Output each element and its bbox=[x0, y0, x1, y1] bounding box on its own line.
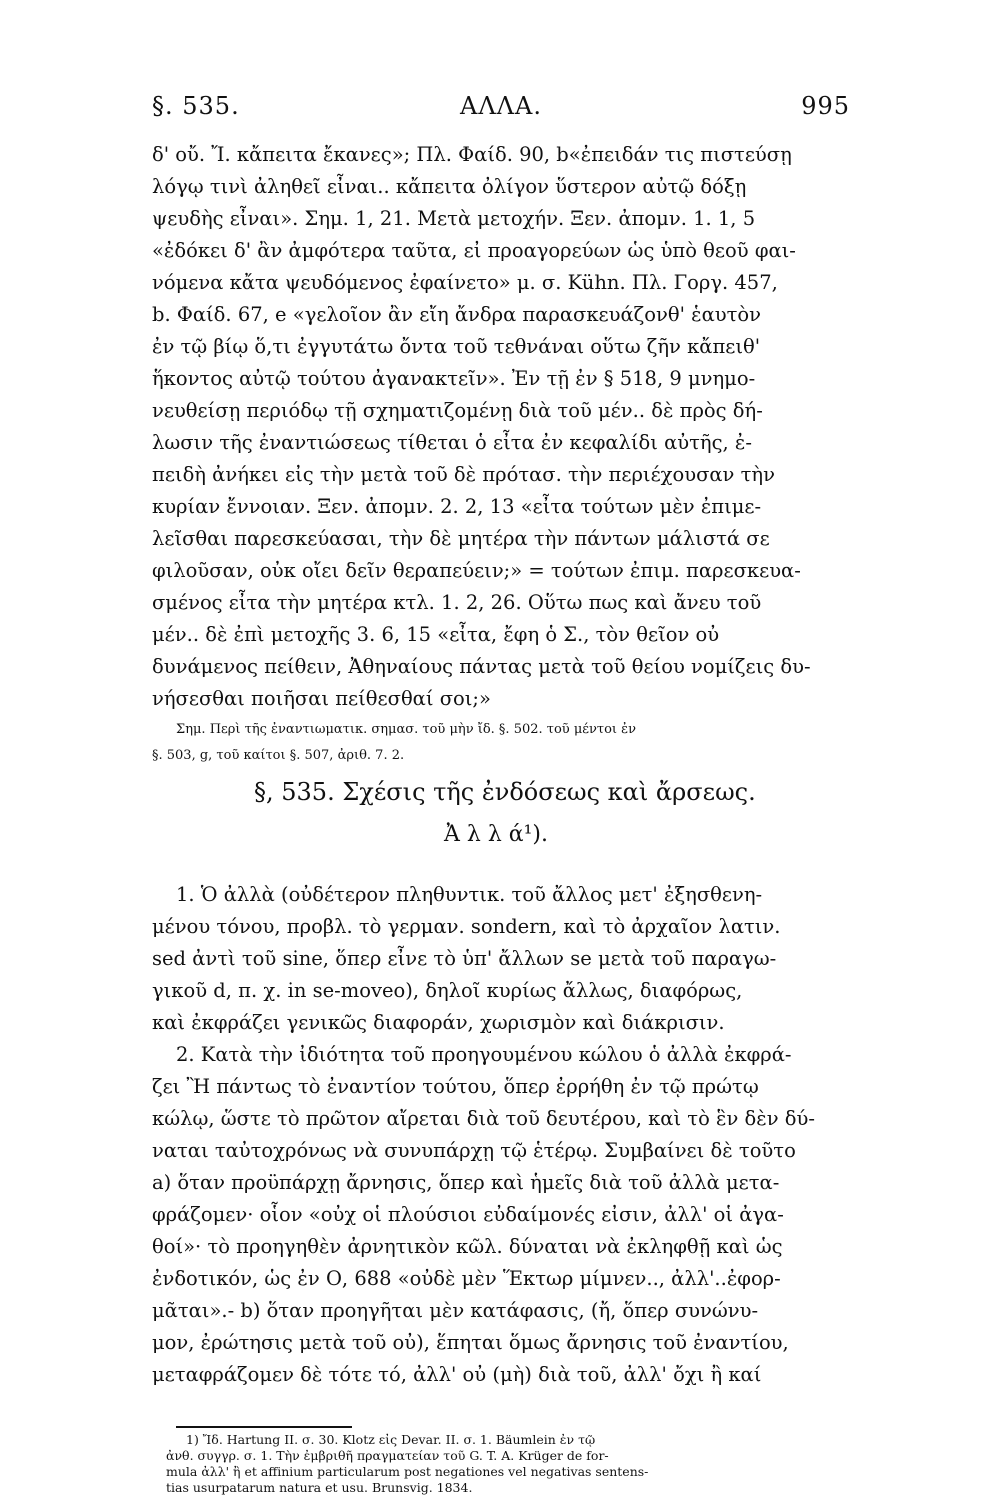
page-number: 995 bbox=[801, 92, 850, 120]
note-line: Σημ. Περὶ τῆς ἐναντιωματικ. σημασ. τοῦ μὴν ἴδ. §. 502. τοῦ μέντοι ἐν bbox=[176, 722, 637, 737]
text-line: μεταφράζομεν δὲ τότε τό, ἀλλ' οὐ (μὴ) διὰ τοῦ, ἀλλ' ὄχι ἢ καί bbox=[152, 1363, 762, 1386]
text-line: γικοῦ d, π. χ. in se-moveo), δηλοῖ κυρίως ἄλλως, διαφόρως, bbox=[152, 979, 743, 1002]
text-line: μᾶται».- b) ὅταν προηγῆται μὲν κατάφασις, (ἤ, ὅπερ συνώνυ- bbox=[152, 1299, 759, 1322]
note-line: §. 503, g, τοῦ καίτοι §. 507, ἀριθ. 7. 2. bbox=[152, 748, 405, 763]
text-line: ἐνδοτικόν, ὡς ἐν Ο, 688 «οὐδὲ μὲν Ἕκτωρ μίμνεν.., ἀλλ'..ἐφορ- bbox=[152, 1267, 781, 1290]
text-line: λόγῳ τινὶ ἀληθεῖ εἶναι.. κἄπειτα ὀλίγον ὕστερον αὐτῷ δόξῃ bbox=[152, 175, 747, 198]
footnote-line: tias usurpatarum natura et usu. Brunsvig. 1834. bbox=[166, 1480, 473, 1495]
text-line: πειδὴ ἀνήκει εἰς τὴν μετὰ τοῦ δὲ πρότασ. τὴν περιέχουσαν τὴν bbox=[152, 463, 775, 486]
text-line: a) ὅταν προϋπάρχῃ ἄρνησις, ὅπερ καὶ ἡμεῖς διὰ τοῦ ἀλλὰ μετα- bbox=[152, 1171, 780, 1194]
text-line: δ' οὔ. Ἴ. κἄπειτα ἔκανες»; Πλ. Φαίδ. 90, b«ἐπειδάν τις πιστεύσῃ bbox=[152, 143, 792, 166]
text-line: σμένος εἶτα τὴν μητέρα κτλ. 1. 2, 26. Οὕτω πως καὶ ἄνευ τοῦ bbox=[152, 591, 762, 614]
text-line: ἥκοντος αὐτῷ τούτου ἀγανακτεῖν». Ἐν τῇ ἐν § 518, 9 μνημο- bbox=[152, 367, 756, 390]
text-line: ζει Ἢ πάντως τὸ ἐναντίον τούτου, ὅπερ ἐρρήθη ἐν τῷ πρώτῳ bbox=[152, 1075, 759, 1098]
text-line: λεῖσθαι παρεσκεύασαι, τὴν δὲ μητέρα τὴν πάντων μάλιστά σε bbox=[152, 527, 770, 550]
text-line: μον, ἐρώτησις μετὰ τοῦ οὐ), ἕπηται ὅμως ἄρνησις τοῦ ἐναντίου, bbox=[152, 1331, 789, 1354]
text-line: νήσεσθαι ποιῆσαι πείθεσθαί σοι;» bbox=[152, 687, 491, 710]
text-line: ἐν τῷ βίῳ ὅ,τι ἐγγυτάτω ὄντα τοῦ τεθνάναι οὕτω ζῆν κἄπειθ' bbox=[152, 335, 761, 358]
text-line: κώλῳ, ὥστε τὸ πρῶτον αἴρεται διὰ τοῦ δευτέρου, καὶ τὸ ἓν δὲν δύ- bbox=[152, 1107, 815, 1130]
text-line: δυνάμενος πείθειν, Ἀθηναίους πάντας μετὰ τοῦ θείου νομίζεις δυ- bbox=[152, 655, 811, 678]
text-line: ναται ταὐτοχρόνως νὰ συνυπάρχῃ τῷ ἑτέρῳ. Συμβαίνει δὲ τοῦτο bbox=[152, 1139, 796, 1162]
footnote-line: mula ἀλλ' ἢ et affinium particularum post negationes vel negativas sentens- bbox=[166, 1464, 649, 1479]
footnote-divider bbox=[176, 1426, 352, 1428]
section-title: §, 535. Σχέσις τῆς ἐνδόσεως καὶ ἄρσεως. bbox=[254, 778, 756, 806]
text-line: b. Φαίδ. 67, e «γελοῖον ἂν εἴη ἄνδρα παρασκευάζονθ' ἑαυτὸν bbox=[152, 303, 762, 326]
text-line: 1. Ὁ ἀλλὰ (οὐδέτερον πληθυντικ. τοῦ ἄλλος μετ' ἐξησθενη- bbox=[176, 883, 763, 906]
text-line: ψευδὴς εἶναι». Σημ. 1, 21. Μετὰ μετοχήν. Ξεν. ἀπομν. 1. 1, 5 bbox=[152, 207, 756, 230]
section-number: §. 535. bbox=[152, 92, 240, 120]
text-line: νευθείσῃ περιόδῳ τῇ σχηματιζομένῃ διὰ τοῦ μέν.. δὲ πρὸς δή- bbox=[152, 399, 763, 422]
footnote-line: ἀνθ. συγγρ. σ. 1. Τὴν ἐμβριθῆ πραγματείαν τοῦ G. T. A. Krüger de for- bbox=[166, 1448, 609, 1463]
text-line: φράζομεν· οἷον «οὐχ οἱ πλούσιοι εὐδαίμονές εἰσιν, ἀλλ' οἱ ἀγα- bbox=[152, 1203, 784, 1226]
page-header bbox=[152, 92, 850, 132]
text-line: λωσιν τῆς ἐναντιώσεως τίθεται ὁ εἶτα ἐν κεφαλίδι αὐτῆς, ἐ- bbox=[152, 431, 752, 454]
text-line: νόμενα κἄτα ψευδόμενος ἐφαίνετο» μ. σ. Kühn. Πλ. Γοργ. 457, bbox=[152, 271, 778, 294]
text-line: κυρίαν ἔννοιαν. Ξεν. ἀπομν. 2. 2, 13 «εἶτα τούτων μὲν ἐπιμε- bbox=[152, 495, 762, 518]
running-title: ΑΛΛΑ. bbox=[460, 92, 542, 120]
text-line: sed ἀντὶ τοῦ sine, ὅπερ εἶνε τὸ ὑπ' ἄλλων se μετὰ τοῦ παραγω- bbox=[152, 947, 777, 970]
footnote-line: 1) Ἴδ. Hartung II. σ. 30. Klotz εἰς Devar. II. σ. 1. Bäumlein ἐν τῷ bbox=[186, 1432, 596, 1447]
text-line: θοί»· τὸ προηγηθὲν ἀρνητικὸν κῶλ. δύναται νὰ ἐκληφθῇ καὶ ὡς bbox=[152, 1235, 783, 1258]
section-subtitle: Ἀ λ λ ά¹). bbox=[444, 822, 549, 847]
text-line: καὶ ἐκφράζει γενικῶς διαφοράν, χωρισμὸν καὶ διάκρισιν. bbox=[152, 1011, 725, 1034]
text-line: 2. Κατὰ τὴν ἰδιότητα τοῦ προηγουμένου κώλου ὁ ἀλλὰ ἐκφρά- bbox=[176, 1043, 792, 1066]
text-line: φιλοῦσαν, οὐκ οἴει δεῖν θεραπεύειν;» = τούτων ἐπιμ. παρεσκευα- bbox=[152, 559, 801, 582]
text-line: μένου τόνου, προβλ. τὸ γερμαν. sondern, καὶ τὸ ἀρχαῖον λατιν. bbox=[152, 915, 781, 938]
text-line: «ἐδόκει δ' ἂν ἀμφότερα ταῦτα, εἰ προαγορεύων ὡς ὑπὸ θεοῦ φαι- bbox=[152, 239, 796, 262]
text-line: μέν.. δὲ ἐπὶ μετοχῆς 3. 6, 15 «εἶτα, ἔφη ὁ Σ., τὸν θεῖον οὐ bbox=[152, 623, 720, 646]
